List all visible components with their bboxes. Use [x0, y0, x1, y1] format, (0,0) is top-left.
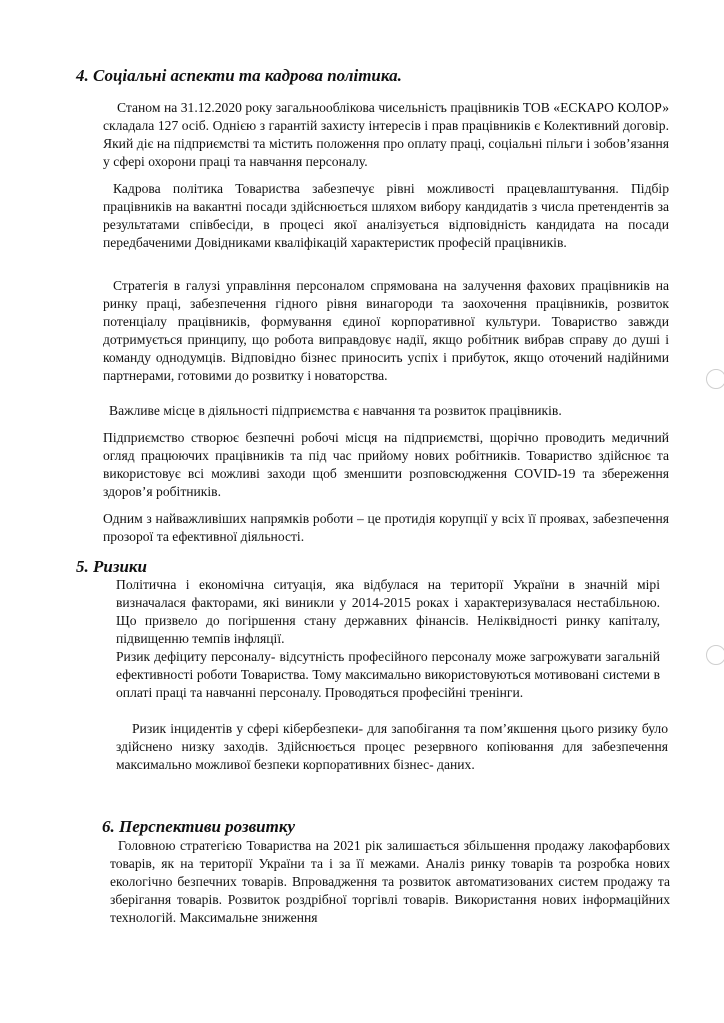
section-6-heading: 6. Перспективи розвитку [102, 817, 296, 836]
punch-hole-bottom [706, 645, 724, 665]
punch-hole-top [706, 369, 724, 389]
s4-paragraph-6: Одним з найважливіших напрямків роботи – це протидія корупції у всіх її проявах, забезпечення прозорої та ефективної діяльності. [103, 511, 669, 544]
s4-paragraph-5: Підприємство створює безпечні робочі місця на підприємстві, щорічно проводить медичний огляд працюючих працівників та під час прийому нових робітників. Товариство здійснює та використовує всі можливі заходи щоб зменшити розповсюдження COVID-19 та збереження здоров’я робітників. [103, 430, 669, 499]
s4-paragraph-1: Станом на 31.12.2020 року загальнооблікова чисельність працівників ТОВ «ЕСКАРО КОЛОР» складала 127 осіб. Однією з гарантій захисту інтересів і прав працівників є Колективний договір. Який діє на підприємстві та містить положення про оплату праці, соціальні пільги і зобов’язання у сфері охорони праці та навчання персоналу. [103, 100, 669, 169]
section-5-heading: 5. Ризики [76, 557, 147, 576]
s5-paragraph-3: Ризик інцидентів у сфері кібербезпеки- для запобігання та пом’якшення цього ризику було здійснено низку заходів. Здійснюється процес резервного копіювання для забезпечення максимально можливої безпеки корпоративних бізнес- даних. [116, 721, 668, 772]
s4-paragraph-2: Кадрова політика Товариства забезпечує рівні можливості працевлаштування. Підбір працівників на вакантні посади здійснюється шляхом вибору кандидатів з числа претендентів за результатами співбесіди, в процесі якої аналізується відповідність кандидата на посади передбаченими Довідниками кваліфікацій характеристик професій працівників. [103, 181, 669, 250]
section-4-heading: 4. Соціальні аспекти та кадрова політика. [76, 66, 402, 85]
s5-paragraph-1: Політична і економічна ситуація, яка відбулася на території України в значній мірі визначалася факторами, які виникли у 2014-2015 роках і характеризувалася нестабільною. Що призвело до погіршення стану державних фінансів. Неліквідності ринку капіталу, підвищенню темпів інфляції. [116, 577, 660, 646]
s4-paragraph-4: Важливе місце в діяльності підприємства є навчання та розвиток працівників. [109, 403, 562, 418]
s6-paragraph-1: Головною стратегією Товариства на 2021 рік залишається збільшення продажу лакофарбових товарів, як на території України та і за її межами. Аналіз ринку товарів та розробка нових екологічно безпечних товарів. Впровадження та розвиток автоматизованих систем продажу та зберігання товарів. Розвиток роздрібної торгівлі товарів. Використання нових інформаційних технологій. Максимальне зниження [110, 838, 670, 925]
s5-paragraph-2: Ризик дефіциту персоналу- відсутність професійного персоналу може загрожувати загальній ефективності роботи Товариства. Тому максимально використовуються мотивовані системи в оплаті праці та навчанні персоналу. Проводяться професійні тренінги. [116, 649, 660, 700]
s4-paragraph-3: Стратегія в галузі управління персоналом спрямована на залучення фахових працівників на ринку праці, забезпечення гідного рівня винагороди та заохочення працівників, розвиток потенціалу працівників, формування єдиної корпоративної культури. Товариство завжди дотримується принципу, що робота виправдовує надії, якщо робітник вибрав справу до душі і команду однодумців. Відповідно бізнес приносить успіх і прибуток, якщо оточений надійними партнерами, готовими до розвитку і новаторства. [103, 278, 669, 383]
